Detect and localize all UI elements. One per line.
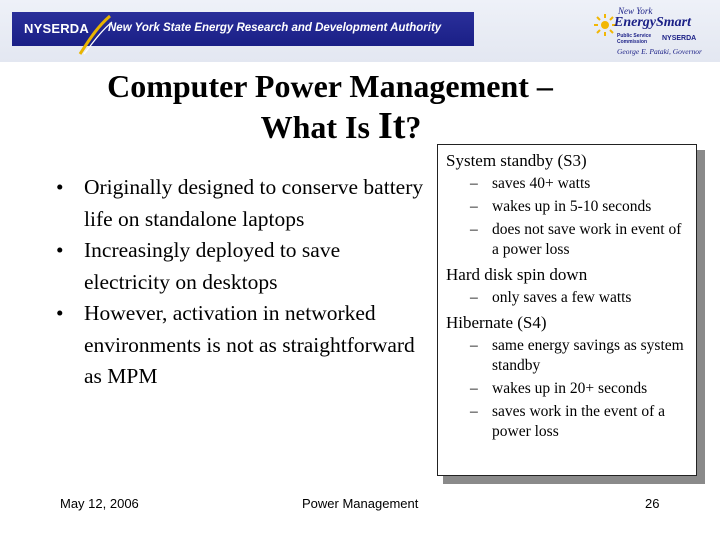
standby-list — [446, 174, 688, 260]
nyserda-brand: NYSERDA — [24, 21, 89, 36]
title-line-2-part-a: What Is — [260, 109, 378, 145]
bullet-item: • However, activation in networked environments is not as straightforward as MPM — [56, 298, 426, 393]
list-item: – wakes up in 20+ seconds — [470, 380, 648, 397]
disk-list — [446, 288, 688, 308]
dash-icon: – — [470, 198, 478, 215]
bullet-item: • Originally designed to conserve battery life on standalone laptops — [56, 172, 426, 235]
dash-icon: – — [470, 221, 478, 238]
dash-icon: – — [470, 380, 478, 397]
bullet-icon: • — [56, 175, 64, 199]
header-band — [0, 0, 720, 62]
bullet-item: • Increasingly deployed to save electricity on desktops — [56, 235, 426, 298]
logo-governor: George E. Pataki, Governor — [617, 47, 702, 56]
nyserda-banner — [12, 12, 474, 46]
page-number: 26 — [645, 496, 660, 511]
energy-smart-logo — [592, 4, 716, 60]
hibernate-list — [446, 336, 688, 442]
title-line-2-qmark: ? — [405, 109, 422, 145]
bullet-icon: • — [56, 238, 64, 262]
footer-title: Power Management — [302, 496, 419, 511]
section-heading-standby: System standby (S3) — [446, 151, 587, 170]
title-line-2-it: It — [377, 105, 406, 147]
slide-title — [60, 66, 600, 147]
logo-nyserda: NYSERDA — [662, 35, 697, 42]
list-item: – same energy savings as system standby — [470, 337, 684, 374]
title-line-2 — [261, 106, 422, 147]
list-item: – only saves a few watts — [470, 289, 632, 306]
section-heading-hibernate: Hibernate (S4) — [446, 313, 547, 332]
dash-icon: – — [470, 175, 478, 192]
dash-icon: – — [470, 337, 478, 354]
section-heading-disk: Hard disk spin down — [446, 265, 588, 284]
dash-icon: – — [470, 403, 478, 420]
agency-name: New York State Energy Research and Development Authority — [108, 22, 442, 34]
footer-date: May 12, 2006 — [60, 496, 139, 511]
list-item: – saves 40+ watts — [470, 175, 591, 192]
list-item: – saves work in the event of a power loss — [470, 403, 666, 440]
power-states-box — [437, 144, 697, 476]
title-line-1: Computer Power Management – — [107, 68, 553, 104]
dash-icon: – — [470, 289, 478, 306]
sun-icon — [594, 14, 616, 36]
list-item: – does not save work in event of a power loss — [470, 221, 682, 258]
swoosh-icon — [74, 14, 114, 56]
logo-energy-smart: EnergySmart — [614, 15, 692, 30]
logo-new-york: New York — [618, 6, 653, 16]
bullet-list — [56, 172, 426, 393]
logo-program-text: Public Service Commission — [617, 33, 652, 45]
list-item: – wakes up in 5-10 seconds — [470, 198, 652, 215]
bullet-icon: • — [56, 301, 64, 325]
